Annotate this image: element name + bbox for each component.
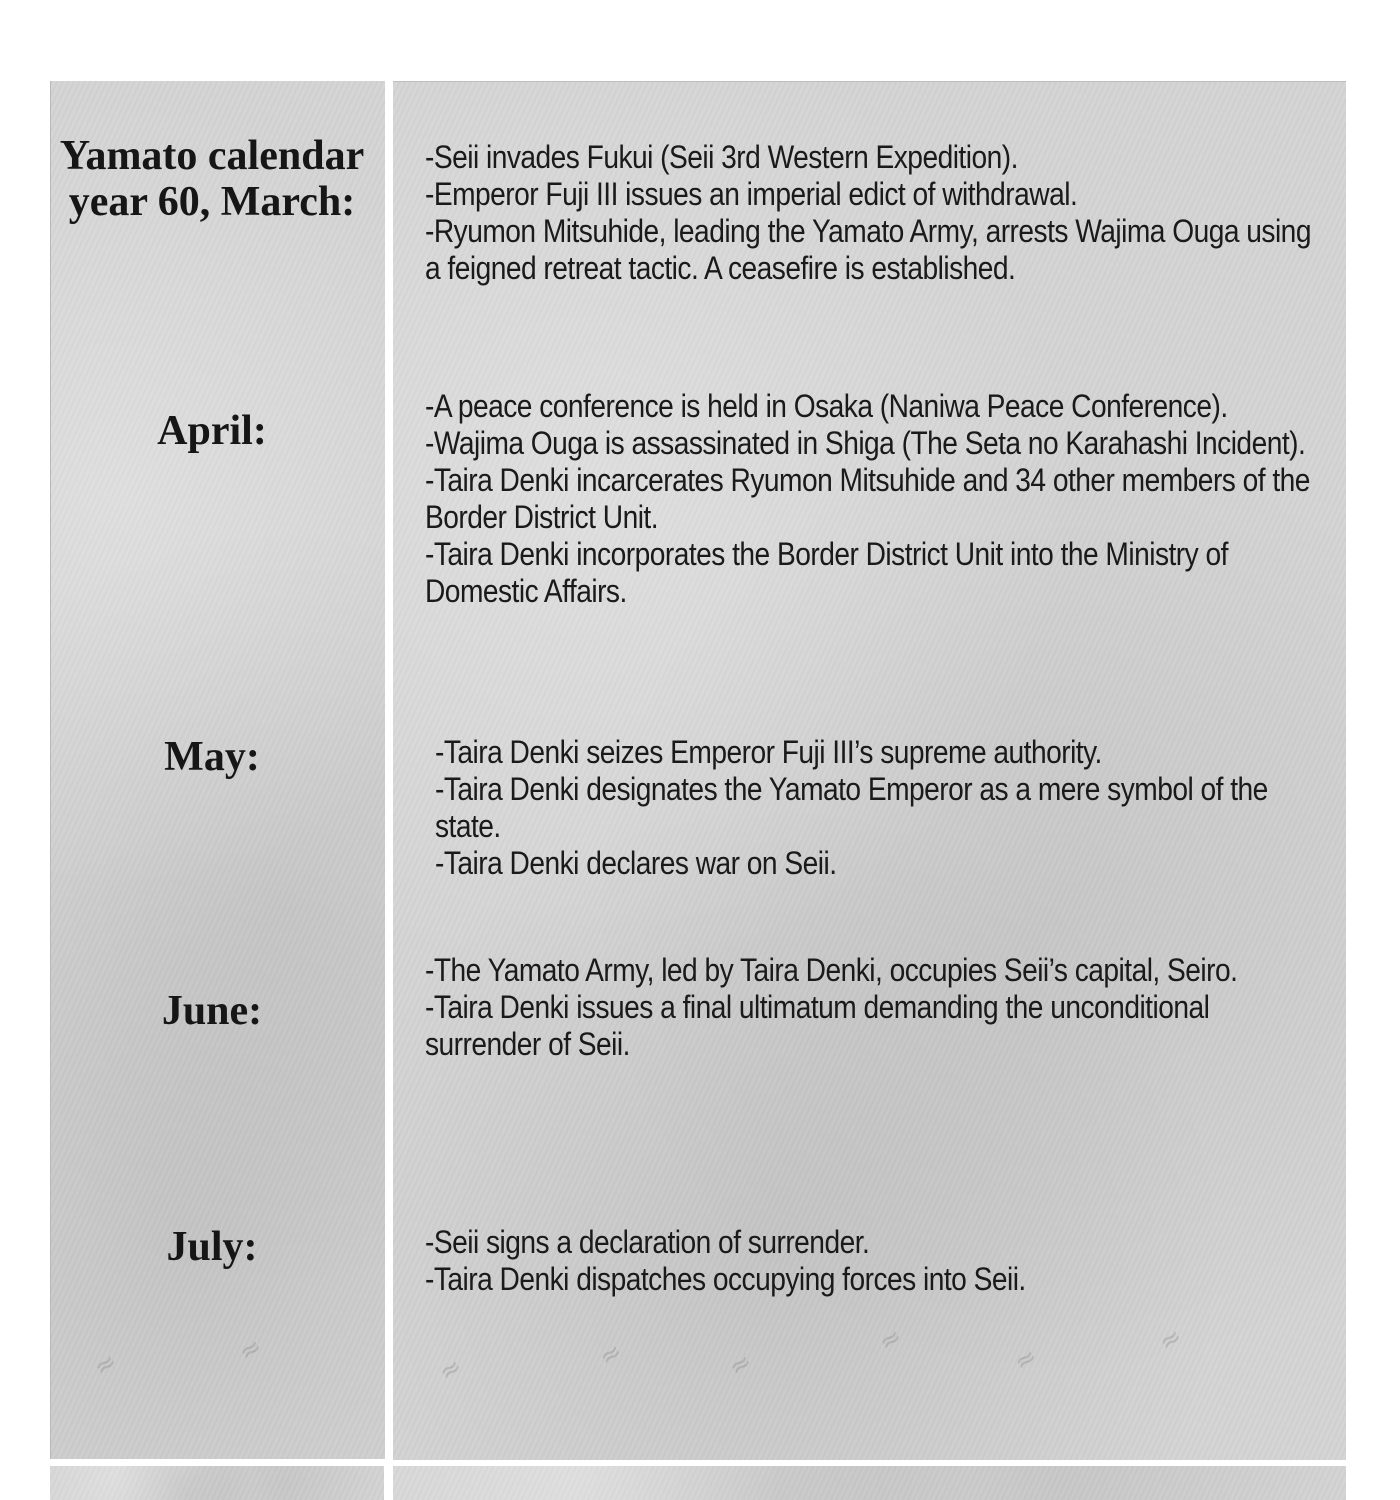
event-item: -A peace conference is held in Osaka (Naniwa Peace Conference).: [425, 388, 1228, 424]
events-list-march: [425, 139, 1325, 287]
month-label-march: Yamato calendar year 60, March:: [59, 133, 365, 225]
event-item: -Taira Denki dispatches occupying forces into Seii.: [425, 1261, 1026, 1297]
event-item: -Taira Denki incorporates the Border District Unit into the Ministry of Domestic Affairs.: [425, 536, 1228, 609]
month-label-july: July:: [166, 1224, 258, 1270]
event-item: -Taira Denki declares war on Seii.: [435, 845, 837, 881]
event-item: -Emperor Fuji III issues an imperial edict of withdrawal.: [425, 176, 1078, 212]
texture-mark-icon: ≈: [593, 1336, 629, 1374]
events-list-may: [435, 734, 1335, 882]
event-item: -Taira Denki designates the Yamato Emperor as a mere symbol of the state.: [435, 771, 1268, 844]
event-item: -Taira Denki incarcerates Ryumon Mitsuhide and 34 other members of the Border District Unit.: [425, 462, 1310, 535]
event-item: -Taira Denki issues a final ultimatum demanding the unconditional surrender of Seii.: [425, 989, 1210, 1062]
texture-mark-icon: ≈: [88, 1346, 124, 1384]
texture-mark-icon: ≈: [873, 1321, 909, 1359]
event-item: -Wajima Ouga is assassinated in Shiga (The Seta no Karahashi Incident).: [425, 425, 1306, 461]
month-label-june: June:: [161, 988, 263, 1034]
texture-mark-icon: ≈: [1008, 1341, 1044, 1379]
texture-mark-icon: ≈: [233, 1331, 269, 1369]
events-list-june: [425, 952, 1325, 1063]
events-list-april: [425, 388, 1325, 610]
texture-mark-icon: ≈: [433, 1351, 469, 1389]
event-item: -The Yamato Army, led by Taira Denki, occupies Seii’s capital, Seiro.: [425, 952, 1238, 988]
events-list-july: [425, 1224, 1325, 1298]
month-label-may: May:: [164, 734, 260, 780]
texture-mark-icon: ≈: [1153, 1321, 1189, 1359]
event-item: -Taira Denki seizes Emperor Fuji III’s supreme authority.: [435, 734, 1102, 770]
month-label-april: April:: [157, 408, 267, 454]
next-events-column-panel: [393, 1466, 1346, 1500]
event-item: -Seii invades Fukui (Seii 3rd Western Expedition).: [425, 139, 1018, 175]
event-item: -Ryumon Mitsuhide, leading the Yamato Army, arrests Wajima Ouga using a feigned retreat tactic. A ceasefire is established.: [425, 213, 1311, 286]
next-month-column-panel: [50, 1466, 384, 1500]
event-item: -Seii signs a declaration of surrender.: [425, 1224, 870, 1260]
texture-mark-icon: ≈: [723, 1346, 759, 1384]
